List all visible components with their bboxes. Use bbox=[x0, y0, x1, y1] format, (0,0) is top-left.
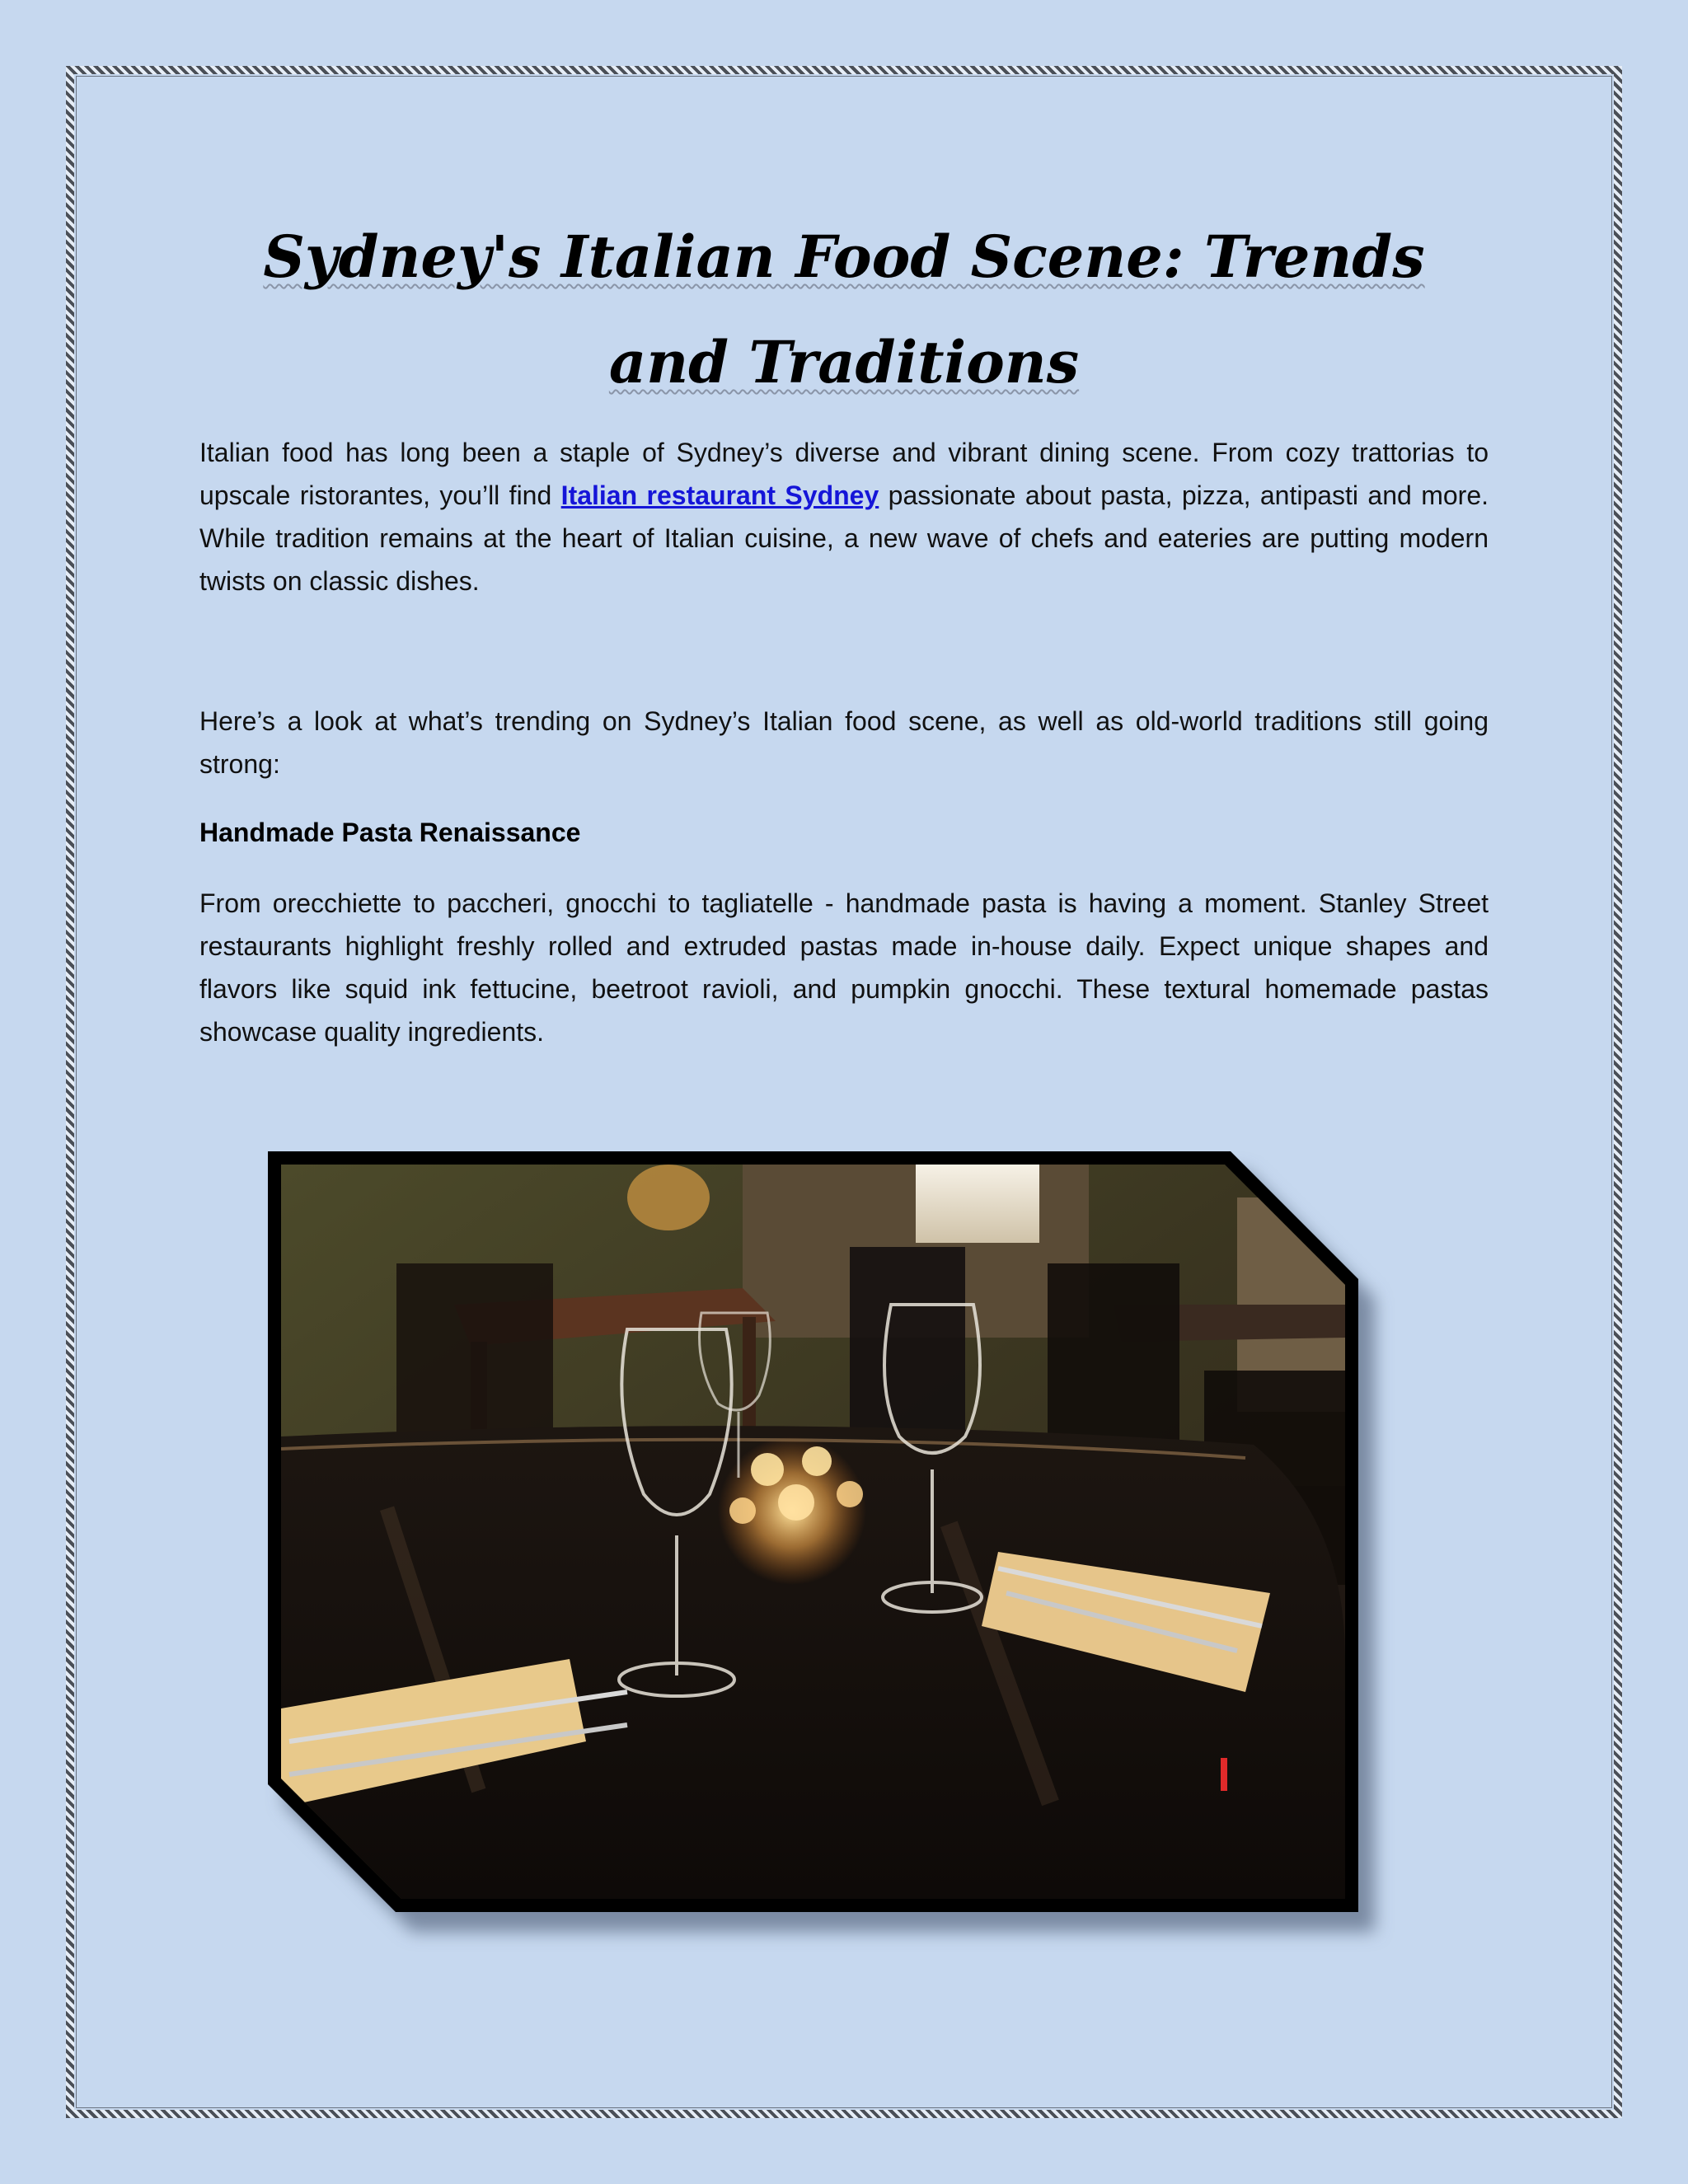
photo-candle bbox=[751, 1453, 784, 1486]
page-title-text: Sydney's Italian Food Scene: Trends and Traditions bbox=[263, 223, 1425, 396]
photo-window bbox=[916, 1165, 1039, 1243]
page-title bbox=[199, 204, 1489, 415]
photo-red-light bbox=[1221, 1758, 1227, 1791]
italian-restaurant-sydney-link[interactable]: Italian restaurant Sydney bbox=[560, 480, 879, 510]
photo-candle bbox=[837, 1481, 863, 1507]
photo-candle bbox=[802, 1446, 832, 1476]
restaurant-table-illustration bbox=[281, 1165, 1345, 1899]
section-paragraph: From orecchiette to paccheri, gnocchi to tagliatelle - handmade pasta is having a moment. Stanley Street restaurants highlight freshly rolled and extruded pastas made in-house daily. Expect unique shapes and flavors like squid ink fettucine, beetroot ravioli, and pumpkin gnocchi. These textural homemade pastas showcase quality ingredients. bbox=[199, 888, 1489, 1047]
photo-table-leg bbox=[743, 1317, 756, 1441]
intro-text-before-link: Italian food has long been a staple of Sydney’s diverse and vibrant dining scene. From cozy trattorias to upscale ristorantes, you’ll find bbox=[199, 438, 1489, 510]
intro-paragraph bbox=[199, 431, 1489, 602]
restaurant-photo-figure bbox=[268, 1151, 1358, 1912]
photo-flowers bbox=[627, 1165, 710, 1230]
restaurant-table-photo bbox=[281, 1165, 1345, 1899]
photo-candle bbox=[729, 1497, 756, 1524]
section-heading: Handmade Pasta Renaissance bbox=[199, 818, 581, 847]
photo-chair bbox=[850, 1247, 965, 1436]
lead-in-paragraph: Here’s a look at what’s trending on Sydney’s Italian food scene, as well as old-world traditions still going strong: bbox=[199, 706, 1489, 779]
photo-chair bbox=[396, 1263, 553, 1436]
intro-text-after-link: passionate about pasta, pizza, antipasti and more. While tradition remains at the heart of Italian cuisine, a new wave of chefs and eateries are putting modern twists on classic dishes. bbox=[199, 480, 1489, 596]
photo-candle bbox=[778, 1484, 814, 1521]
